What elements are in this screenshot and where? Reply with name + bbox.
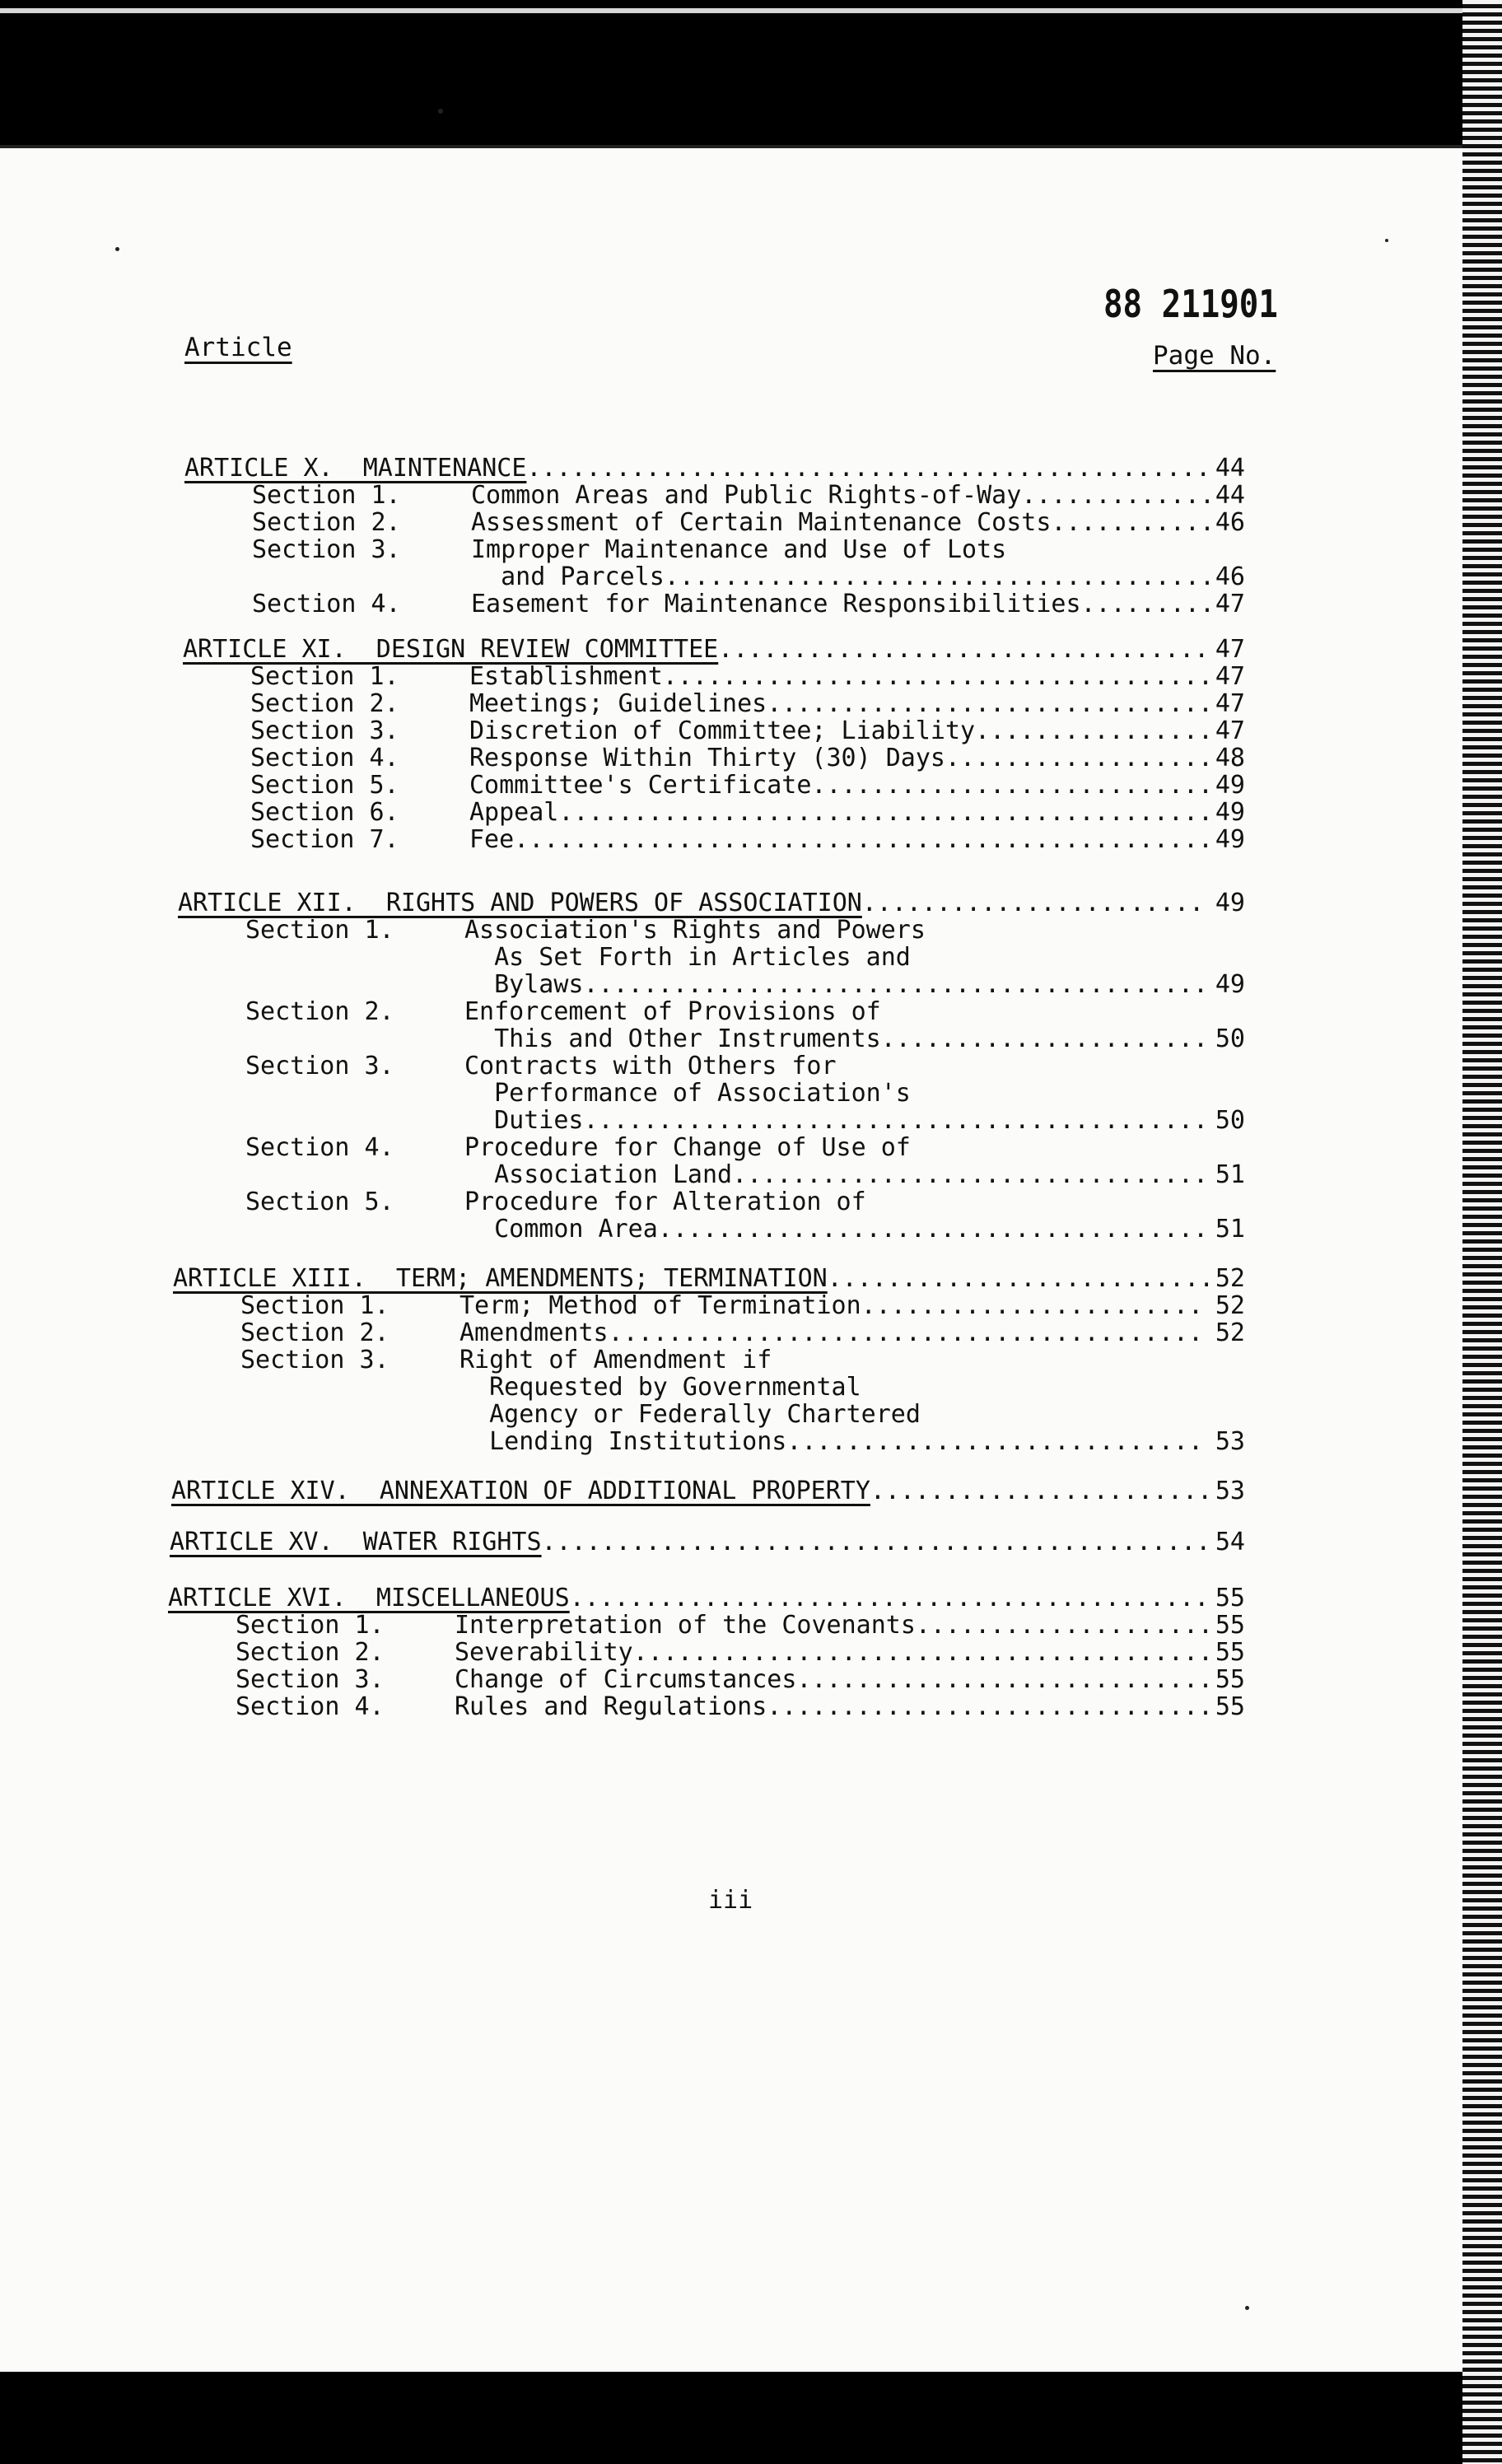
section-title: Contracts with Others for — [464, 1052, 837, 1080]
section-page-number: 52 — [1215, 1318, 1245, 1347]
section-page-number: 51 — [1215, 1160, 1245, 1189]
section-label: Section 5. — [250, 771, 399, 800]
article-page-number: 52 — [1215, 1264, 1245, 1293]
section-title: Change of Circumstances — [455, 1665, 797, 1694]
dot-leader: ................................ — [732, 1160, 1209, 1189]
dot-leader: ............................................ — [558, 798, 1214, 827]
section-page-number: 51 — [1215, 1215, 1245, 1244]
section-title: Lending Institutions — [459, 1427, 787, 1456]
section-label: Section 2. — [252, 508, 401, 537]
dot-leader: ................................. — [718, 635, 1210, 664]
section-page-number: 55 — [1215, 1692, 1245, 1721]
section-label: Section 2. — [240, 1318, 389, 1347]
section-title: Rules and Regulations — [455, 1692, 767, 1721]
dot-leader: ........... — [1051, 508, 1215, 537]
section-label: Section 4. — [245, 1133, 394, 1162]
section-title: Right of Amendment if — [459, 1346, 772, 1374]
article-column-header: Article — [184, 333, 292, 362]
section-label: Section 3. — [245, 1052, 394, 1080]
article-page-number: 54 — [1215, 1528, 1245, 1556]
dot-leader: ............................................. — [541, 1528, 1211, 1556]
page-footer-number: iii — [708, 1886, 753, 1915]
section-page-number: 55 — [1215, 1665, 1245, 1694]
dot-leader: ............................................... — [514, 825, 1214, 854]
section-title: Enforcement of Provisions of — [464, 997, 881, 1026]
section-page-number: 47 — [1215, 716, 1245, 745]
section-title: Amendments — [459, 1318, 609, 1347]
dot-leader: ......... — [1080, 590, 1215, 618]
section-label: Section 4. — [252, 590, 401, 618]
section-title: Association Land — [464, 1160, 733, 1189]
dot-leader: .............................. — [767, 1692, 1214, 1721]
section-page-number: 52 — [1215, 1291, 1245, 1320]
section-label: Section 2. — [250, 689, 399, 718]
section-label: Section 5. — [245, 1188, 394, 1216]
section-title: This and Other Instruments — [464, 1024, 881, 1053]
section-label: Section 1. — [236, 1611, 385, 1640]
section-title: Fee — [469, 825, 515, 854]
scan-edge-strip — [1462, 0, 1502, 2464]
section-label: Section 1. — [240, 1291, 389, 1320]
dot-leader: ........................................ — [608, 1318, 1204, 1347]
dot-leader: ..................................... — [662, 662, 1214, 691]
section-page-number: 47 — [1215, 662, 1245, 691]
section-page-number: 55 — [1215, 1638, 1245, 1667]
dot-leader: ............................ — [796, 1665, 1214, 1694]
article-heading: ARTICLE XVI. MISCELLANEOUS — [168, 1584, 570, 1612]
article-heading: ARTICLE X. MAINTENANCE — [184, 454, 527, 483]
article-heading: ARTICLE XII. RIGHTS AND POWERS OF ASSOCIATION — [178, 889, 862, 917]
section-label: Section 1. — [250, 662, 399, 691]
section-page-number: 55 — [1215, 1611, 1245, 1640]
section-page-number: 46 — [1215, 562, 1245, 591]
section-label: Section 4. — [236, 1692, 385, 1721]
article-page-number: 47 — [1215, 635, 1245, 664]
dot-leader: .............................. — [767, 689, 1214, 718]
section-title: Interpretation of the Covenants — [455, 1611, 916, 1640]
section-page-number: 49 — [1215, 825, 1245, 854]
section-label: Section 1. — [252, 481, 401, 510]
dot-leader: ............................ — [786, 1427, 1204, 1456]
dot-leader: ....................... — [861, 889, 1205, 917]
section-title: Establishment — [469, 662, 663, 691]
section-label: Section 1. — [245, 916, 394, 945]
section-label: Section 3. — [236, 1665, 385, 1694]
section-title: Common Areas and Public Rights-of-Way — [471, 481, 1022, 510]
section-page-number: 46 — [1215, 508, 1245, 537]
section-title: Appeal — [469, 798, 559, 827]
section-title: Improper Maintenance and Use of Lots — [471, 535, 1007, 564]
article-heading: ARTICLE XI. DESIGN REVIEW COMMITTEE — [183, 635, 719, 664]
dot-leader: ..................................... — [664, 562, 1215, 591]
section-label: Section 2. — [236, 1638, 385, 1667]
dot-leader: ............. — [1021, 481, 1215, 510]
article-page-number: 44 — [1215, 454, 1245, 483]
section-page-number: 49 — [1215, 798, 1245, 827]
section-page-number: 48 — [1215, 744, 1245, 772]
section-title: Severability — [455, 1638, 633, 1667]
article-heading: ARTICLE XIV. ANNEXATION OF ADDITIONAL PROPERTY — [171, 1477, 870, 1505]
dot-leader: ..................................... — [657, 1215, 1209, 1244]
dot-leader: .............................................. — [526, 454, 1211, 483]
section-title: Meetings; Guidelines — [469, 689, 767, 718]
section-title: and Parcels — [471, 562, 665, 591]
section-title: Committee's Certificate — [469, 771, 812, 800]
dot-leader: ...................... — [880, 1024, 1209, 1053]
section-label: Section 3. — [240, 1346, 389, 1374]
section-title: Assessment of Certain Maintenance Costs — [471, 508, 1052, 537]
section-label: Section 2. — [245, 997, 394, 1026]
section-title: As Set Forth in Articles and — [464, 943, 911, 972]
section-label: Section 4. — [250, 744, 399, 772]
page-number-column-header: Page No. — [1153, 341, 1276, 371]
section-title: Performance of Association's — [464, 1079, 911, 1108]
section-label: Section 3. — [252, 535, 401, 564]
section-title: Discretion of Committee; Liability — [469, 716, 976, 745]
section-title: Requested by Governmental — [459, 1373, 861, 1402]
section-page-number: 47 — [1215, 590, 1245, 618]
section-title: Term; Method of Termination — [459, 1291, 861, 1320]
section-title: Response Within Thirty (30) Days — [469, 744, 945, 772]
section-title: Common Area — [464, 1215, 658, 1244]
article-page-number: 49 — [1215, 889, 1245, 917]
section-label: Section 6. — [250, 798, 399, 827]
article-heading: ARTICLE XV. WATER RIGHTS — [170, 1528, 542, 1556]
dot-leader: .......................... — [827, 1264, 1215, 1293]
section-page-number: 47 — [1215, 689, 1245, 718]
dot-leader: .......................................... — [583, 970, 1209, 999]
section-title: Duties — [464, 1106, 584, 1135]
section-title: Procedure for Alteration of — [464, 1188, 866, 1216]
article-page-number: 53 — [1215, 1477, 1245, 1505]
article-page-number: 55 — [1215, 1584, 1245, 1612]
dot-leader: .................... — [915, 1611, 1214, 1640]
dot-leader: ....................... — [861, 1291, 1204, 1320]
section-page-number: 50 — [1215, 1106, 1245, 1135]
article-heading: ARTICLE XIII. TERM; AMENDMENTS; TERMINATION — [173, 1264, 828, 1293]
dot-leader: ........................... — [811, 771, 1214, 800]
dot-leader: .......................................... — [583, 1106, 1209, 1135]
section-page-number: 53 — [1215, 1427, 1245, 1456]
section-page-number: 50 — [1215, 1024, 1245, 1053]
section-title: Easement for Maintenance Responsibilities — [471, 590, 1081, 618]
dot-leader: ....................................... — [632, 1638, 1214, 1667]
dot-leader: ....................... — [870, 1477, 1213, 1505]
dot-leader: ........................................... — [569, 1584, 1210, 1612]
section-title: Bylaws — [464, 970, 584, 999]
section-page-number: 44 — [1215, 481, 1245, 510]
dot-leader: .................. — [945, 744, 1214, 772]
section-label: Section 3. — [250, 716, 399, 745]
document-number: 88 211901 — [1103, 282, 1278, 326]
section-title: Agency or Federally Chartered — [459, 1400, 921, 1429]
section-title: Association's Rights and Powers — [464, 916, 926, 945]
dot-leader: ................ — [975, 716, 1214, 745]
section-title: Procedure for Change of Use of — [464, 1133, 911, 1162]
section-label: Section 7. — [250, 825, 399, 854]
section-page-number: 49 — [1215, 970, 1245, 999]
section-page-number: 49 — [1215, 771, 1245, 800]
